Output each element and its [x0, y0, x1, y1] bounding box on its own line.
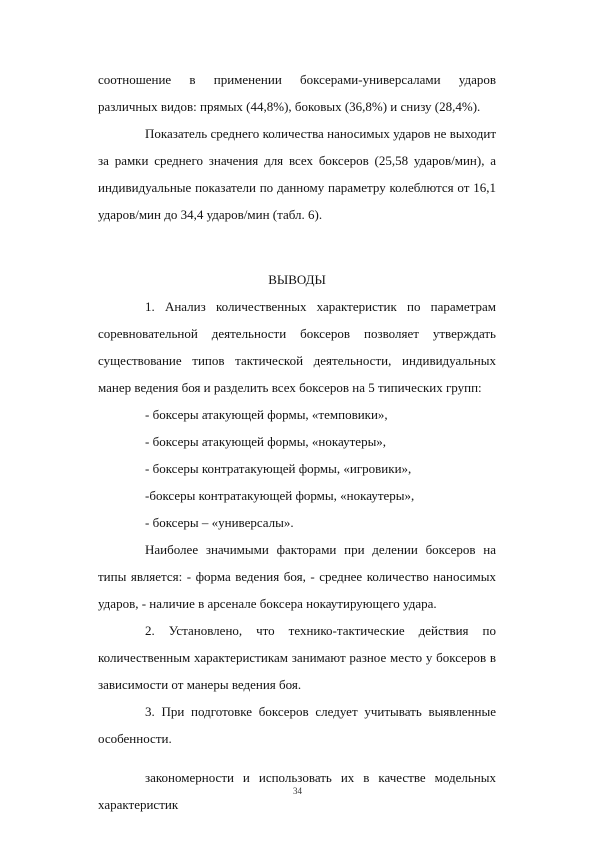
list-item: - боксеры атакующей формы, «нокаутеры», [145, 434, 387, 449]
intro-paragraph-1: соотношение в применении боксерами-универсалами ударов различных видов: прямых (44,8%), боковых (36,8%) и снизу (28,4%). [98, 72, 496, 114]
intro-paragraph-2: Показатель среднего количества наносимых ударов не выходит за рамки среднего значения для всех боксеров (25,58 ударов/мин), а индивидуальные показатели по данному параметру колеблются от 16,1 ударов/мин до 34,4 ударов/мин (табл. 6). [98, 126, 496, 222]
list-item: -боксеры контратакующей формы, «нокаутеры», [145, 488, 415, 503]
list-item: - боксеры – «универсалы». [145, 515, 294, 530]
conclusion-3: 3. При подготовке боксеров следует учитывать выявленные особенности. [98, 704, 496, 746]
factors-paragraph: Наиболее значимыми факторами при делении боксеров на типы является: - форма ведения боя, - среднее количество наносимых ударов, - наличие в арсенале боксера нокаутирующего удара. [98, 542, 496, 611]
page-number: 34 [293, 786, 302, 796]
intro-section [98, 66, 496, 228]
closing-paragraph: закономерности и использовать их в качестве модельных характеристик [98, 770, 496, 812]
conclusion-1: 1. Анализ количественных характеристик по параметрам соревновательной деятельности боксеров позволяет утверждать существование типов тактической деятельности, индивидуальных манер ведения боя и разделить всех боксеров на 5 типических групп: [98, 299, 496, 395]
conclusions-section [98, 293, 496, 818]
list-item: - боксеры контратакующей формы, «игровики», [145, 461, 412, 476]
boxer-types-list [98, 401, 496, 536]
list-item: - боксеры атакующей формы, «темповики», [145, 407, 388, 422]
section-heading: ВЫВОДЫ [268, 272, 326, 287]
conclusion-2: 2. Установлено, что технико-тактические действия по количественным характеристикам занимают разное место у боксеров в зависимости от манеры ведения боя. [98, 623, 496, 692]
